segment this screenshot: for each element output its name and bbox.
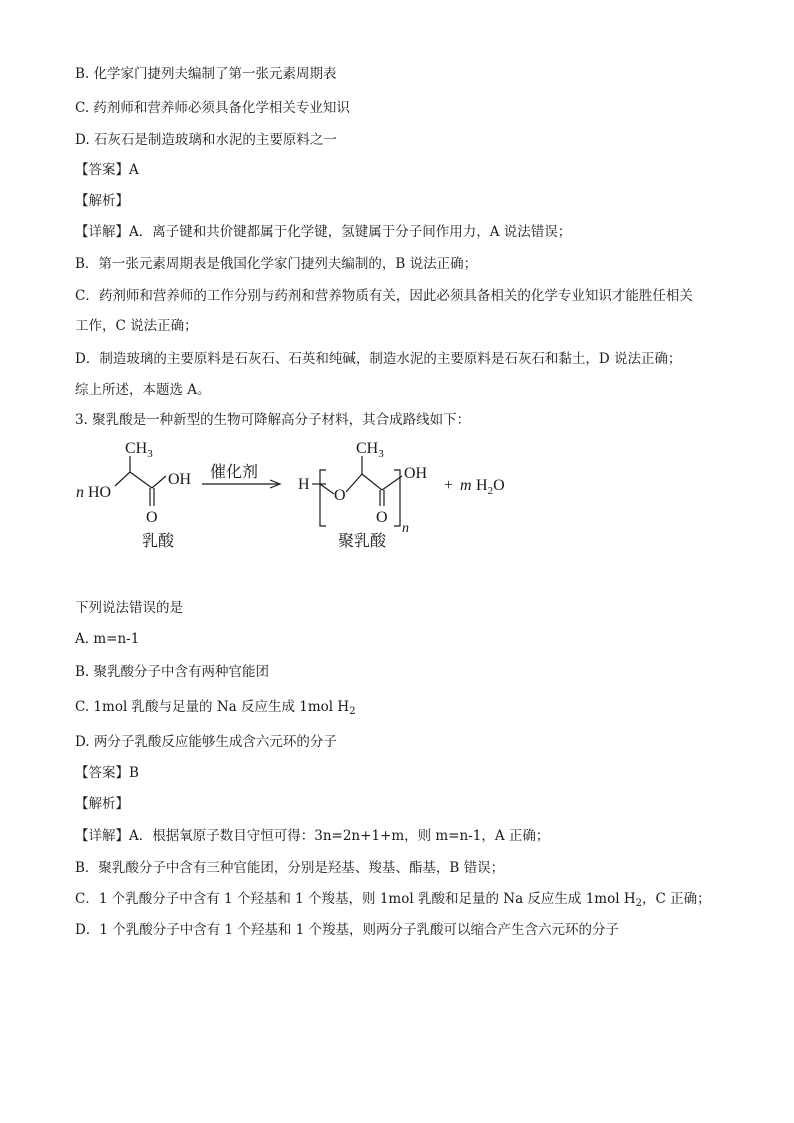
- question-3-stem: 3. 聚乳酸是一种新型的生物可降解高分子材料，其合成路线如下：: [75, 412, 471, 428]
- reaction-scheme: [70, 436, 530, 556]
- methyl-label: $CH_3$: [125, 440, 153, 460]
- prev-answer: 【答案】A: [75, 162, 139, 178]
- prev-detail-c-line2: 工作，C 说法正确；: [75, 318, 198, 334]
- hydroxyl-label: HO: [88, 484, 112, 501]
- question-3-detail-b: B．聚乳酸分子中含有三种官能团，分别是羟基、羧基、酯基，B 错误；: [75, 860, 505, 876]
- left-bracket: [320, 470, 326, 526]
- plus-sign: +: [444, 477, 454, 494]
- bond-c-oh: [152, 476, 166, 488]
- reactant-name: 乳酸: [142, 531, 175, 550]
- prev-option-c: C. 药剂师和营养师必须具备化学相关专业知识: [75, 100, 350, 116]
- question-3-analysis-heading: 【解析】: [75, 796, 129, 812]
- question-3-detail-c: C．1 个乳酸分子中含有 1 个羟基和 1 个羧基，则 1mol 乳酸和足量的 Na 反应生成 1mol $H_2$，C 正确；: [75, 891, 711, 909]
- bond-c-carbonyl: [130, 472, 152, 488]
- catalyst-label: 催化剂: [210, 462, 259, 481]
- question-3-detail-d: D．1 个乳酸分子中含有 1 个羟基和 1 个羧基，则两分子乳酸可以缩合产生含六元环的分子: [75, 922, 620, 938]
- coefficient-m: m: [460, 477, 472, 494]
- question-3-option-d: D. 两分子乳酸反应能够生成含六元环的分子: [75, 734, 337, 750]
- carbonyl-o-label: O: [146, 509, 158, 526]
- product-methyl-label: $CH_3$: [356, 440, 384, 460]
- prev-option-b: B. 化学家门捷列夫编制了第一张元素周期表: [75, 66, 337, 82]
- prev-detail-a: 【详解】A．离子键和共价键都属于化学键，氢键属于分子间作用力，A 说法错误；: [75, 224, 572, 240]
- coefficient-n: n: [76, 484, 84, 501]
- end-oh-label: OH: [404, 465, 428, 482]
- product-carbonyl-o-label: O: [376, 509, 388, 526]
- repeat-n-label: n: [402, 521, 409, 536]
- ester-o-label: O: [334, 487, 346, 504]
- question-3-detail-a: 【详解】A．根据氧原子数目守恒可得：3n=2n+1+m，则 m=n-1，A 正确；: [75, 828, 550, 844]
- question-3-option-a: A. m=n-1: [75, 631, 140, 647]
- question-3-option-b: B. 聚乳酸分子中含有两种官能团: [75, 664, 270, 680]
- product-name: 聚乳酸: [338, 531, 387, 550]
- question-3-option-c: C. 1mol 乳酸与足量的 Na 反应生成 1mol $H_2$: [75, 699, 356, 717]
- bond-o-c: [115, 472, 130, 486]
- prev-detail-c-line1: C．药剂师和营养师的工作分别与药剂和营养物质有关，因此必须具备相关的化学专业知识才能胜任相关: [75, 288, 693, 304]
- prev-option-d: D. 石灰石是制造玻璃和水泥的主要原料之一: [75, 132, 337, 148]
- carboxyl-oh-label: OH: [168, 471, 192, 488]
- prev-summary: 综上所述，本题选 A。: [75, 382, 211, 398]
- end-h-label: H: [298, 476, 310, 493]
- water-formula: $H_2O$: [476, 477, 505, 497]
- prev-analysis-heading: 【解析】: [75, 193, 129, 209]
- prev-detail-b: B．第一张元素周期表是俄国化学家门捷列夫编制的，B 说法正确；: [75, 256, 478, 272]
- prev-detail-d: D．制造玻璃的主要原料是石灰石、石英和纯碱，制造水泥的主要原料是石灰石和黏土，D 说法正确；: [75, 351, 682, 367]
- question-3-ask: 下列说法错误的是: [75, 600, 183, 616]
- question-3-answer: 【答案】B: [75, 765, 139, 781]
